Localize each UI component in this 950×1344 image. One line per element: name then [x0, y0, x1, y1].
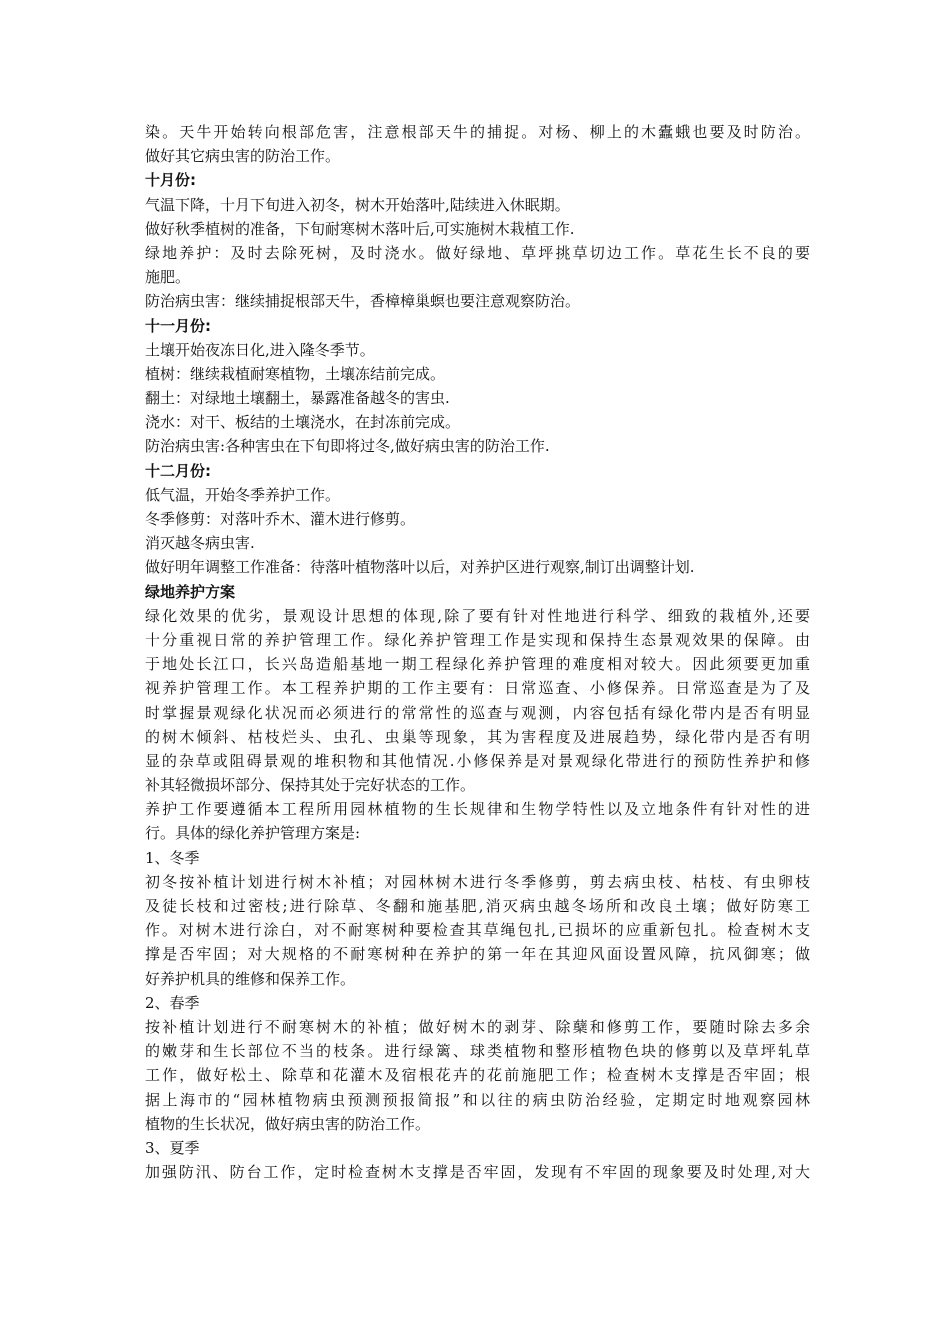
paragraph-line: 时掌握景观绿化状况而必须进行的常常性的巡查与观测，内容包括有绿化带内是否有明显 [145, 703, 810, 722]
paragraph-line: 于地处长江口，长兴岛造船基地一期工程绿化养护管理的难度相对较大。因此须要更加重 [145, 655, 810, 674]
paragraph-line: 绿地养护：及时去除死树，及时浇水。做好绿地、草坪挑草切边工作。草花生长不良的要 [145, 243, 810, 262]
paragraph-line: 十分重视日常的养护管理工作。绿化养护管理工作是实现和保持生态景观效果的保障。由 [145, 630, 810, 649]
paragraph-line: 据上海市的“园林植物病虫预测预报简报”和以往的病虫防治经验，定期定时地观察园林 [145, 1090, 810, 1109]
section-heading: 十二月份: [145, 461, 211, 480]
section-heading: 十一月份: [145, 316, 211, 335]
paragraph-line: 植树：继续栽植耐寒植物，土壤冻结前完成。 [145, 364, 446, 383]
paragraph-line: 绿化效果的优劣，景观设计思想的体现,除了要有针对性地进行科学、细致的栽植外,还要 [145, 606, 810, 625]
paragraph-line: 植物的生长状况，做好病虫害的防治工作。 [145, 1114, 431, 1133]
paragraph-line: 土壤开始夜冻日化,进入隆冬季节。 [145, 340, 375, 359]
paragraph-line: 1、冬季 [145, 848, 200, 867]
paragraph-line: 冬季修剪：对落叶乔木、灌木进行修剪。 [145, 510, 416, 528]
paragraph-line: 染。天牛开始转向根部危害，注意根部天牛的捕捉。对杨、柳上的木蠹蛾也要及时防治。 [145, 123, 810, 141]
paragraph-line: 翻土：对绿地土壤翻土，暴露准备越冬的害虫. [145, 389, 450, 408]
paragraph-line: 3、夏季 [145, 1138, 200, 1157]
paragraph-line: 加强防汛、防台工作，定时检查树木支撑是否牢固，发现有不牢固的现象要及时处理,对大 [145, 1163, 810, 1182]
paragraph-line: 施肥。 [145, 268, 191, 287]
section-heading: 绿地养护方案 [145, 582, 236, 601]
paragraph-line: 显的杂草或阻碍景观的堆积物和其他情况.小修保养是对景观绿化带进行的预防性养护和修 [145, 751, 810, 770]
paragraph-line: 做好明年调整工作准备：待落叶植物落叶以后，对养护区进行观察,制订出调整计划. [145, 558, 695, 577]
paragraph-line: 好养护机具的维修和保养工作。 [145, 969, 356, 988]
paragraph-line: 做好其它病虫害的防治工作。 [145, 147, 341, 166]
paragraph-line: 的嫩芽和生长部位不当的枝条。进行绿篱、球类植物和整形植物色块的修剪以及草坪轧草 [145, 1042, 810, 1061]
section-heading: 十月份: [145, 171, 196, 190]
paragraph-line: 低气温，开始冬季养护工作。 [145, 485, 341, 504]
document-page [145, 120, 810, 1184]
paragraph-line: 按补植计划进行不耐寒树木的补植；做好树木的剥芽、除蘖和修剪工作，要随时除去多余 [145, 1017, 810, 1036]
paragraph-line: 视养护管理工作。本工程养护期的工作主要有：日常巡查、小修保养。日常巡查是为了及 [145, 679, 810, 698]
paragraph-line: 2、春季 [145, 993, 200, 1012]
paragraph-line: 养护工作要遵循本工程所用园林植物的生长规律和生物学特性以及立地条件有针对性的进 [145, 800, 810, 819]
paragraph-line: 工作，做好松土、除草和花灌木及宿根花卉的花前施肥工作；检查树木支撑是否牢固；根 [145, 1066, 810, 1085]
paragraph-line: 浇水：对干、板结的土壤浇水，在封冻前完成。 [145, 413, 461, 432]
paragraph-line: 行。具体的绿化养护管理方案是: [145, 824, 361, 843]
paragraph-line: 的树木倾斜、枯枝烂头、虫孔、虫巢等现象，其为害程度及进展趋势，绿化带内是否有明 [145, 727, 810, 746]
paragraph-line: 作。对树木进行涂白，对不耐寒树种要检查其草绳包扎,已损坏的应重新包扎。检查树木支 [145, 921, 810, 940]
paragraph-line: 气温下降，十月下旬进入初冬，树木开始落叶,陆续进入休眠期。 [145, 195, 570, 214]
paragraph-line: 防治病虫害:各种害虫在下旬即将过冬,做好病虫害的防治工作. [145, 437, 550, 456]
paragraph-line: 补其轻微损坏部分、保持其处于完好状态的工作。 [145, 776, 476, 795]
paragraph-line: 做好秋季植树的准备，下旬耐寒树木落叶后,可实施树木栽植工作. [145, 219, 575, 238]
paragraph-line: 及徒长枝和过密枝;进行除草、冬翻和施基肥,消灭病虫越冬场所和改良土壤；做好防寒工 [145, 897, 810, 915]
paragraph-line: 初冬按补植计划进行树木补植；对园林树木进行冬季修剪，剪去病虫枝、枯枝、有虫卵枝 [145, 872, 810, 891]
paragraph-line: 防治病虫害：继续捕捉根部天牛，香樟樟巢螟也要注意观察防治。 [145, 292, 581, 311]
paragraph-line: 撑是否牢固；对大规格的不耐寒树种在养护的第一年在其迎风面设置风障，抗风御寒；做 [145, 945, 810, 964]
paragraph-line: 消灭越冬病虫害. [145, 534, 255, 553]
